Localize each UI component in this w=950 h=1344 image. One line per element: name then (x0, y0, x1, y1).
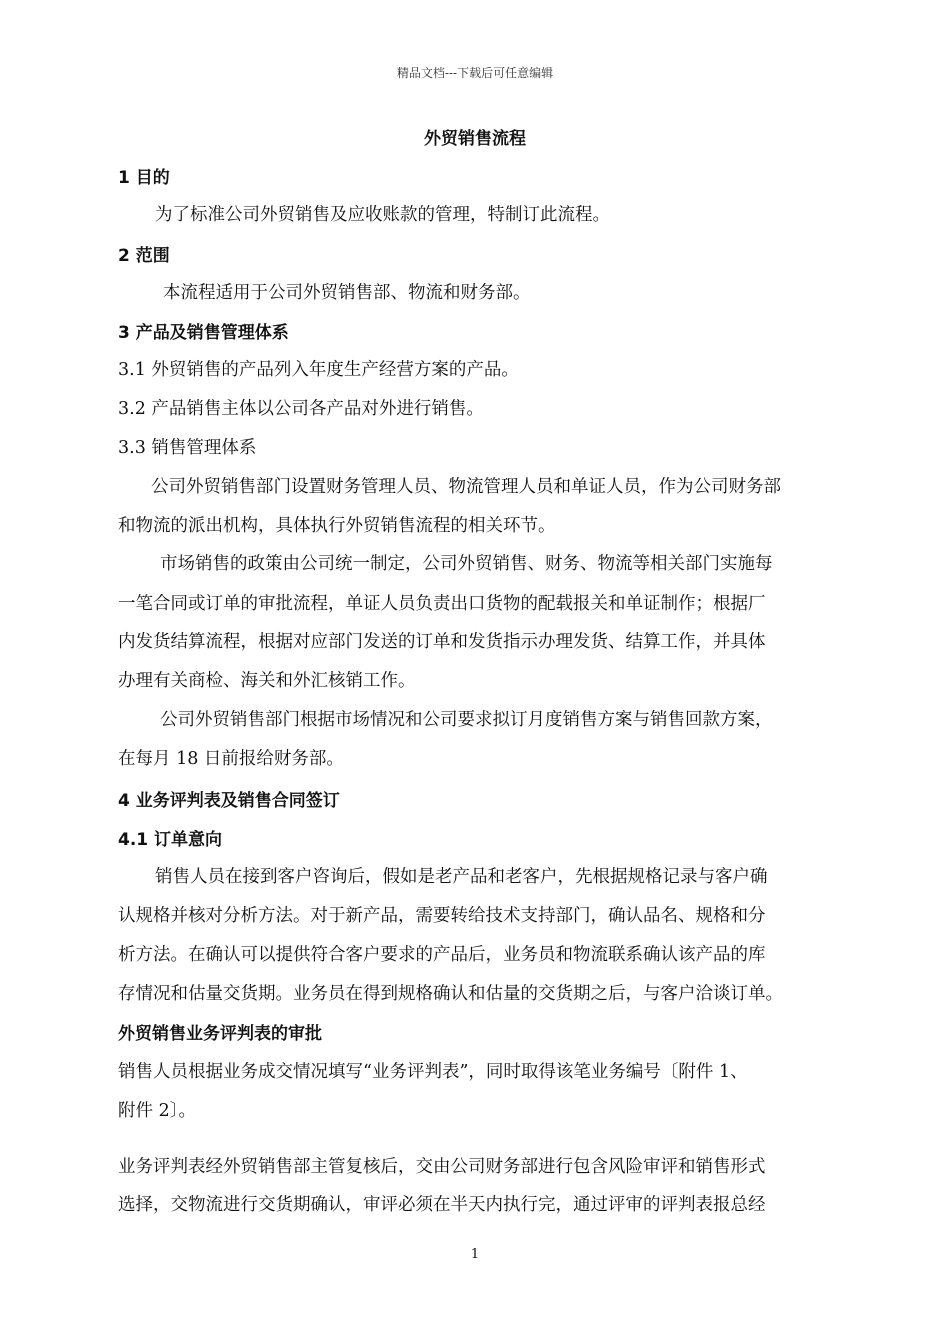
paragraph-line: 在每月 18 日前报给财务部。 (118, 749, 344, 769)
paragraph-line: 附件 2〕。 (118, 1101, 196, 1121)
paragraph-line: 析方法。在确认可以提供符合客户要求的产品后，业务员和物流联系确认该产品的库 (118, 945, 766, 965)
paragraph-line: 办理有关商检、海关和外汇核销工作。 (118, 671, 416, 691)
section-4-heading: 4 业务评判表及销售合同签订 (118, 791, 340, 811)
page-number: 1 (470, 1247, 480, 1262)
section-3-2: 3.2 产品销售主体以公司各产品对外进行销售。 (118, 399, 484, 419)
section-3-3: 3.3 销售管理体系 (118, 438, 257, 458)
paragraph-line: 和物流的派出机构，具体执行外贸销售流程的相关环节。 (118, 516, 556, 536)
section-2-heading: 2 范围 (118, 246, 170, 266)
paragraph-line: 销售人员在接到客户咨询后，假如是老产品和老客户，先根据规格记录与客户确 (155, 867, 768, 887)
document-title: 外贸销售流程 (424, 129, 526, 149)
page-header: 精品文档---下载后可任意编辑 (396, 66, 554, 80)
section-2-text: 本流程适用于公司外贸销售部、物流和财务部。 (163, 283, 531, 303)
paragraph-line: 内发货结算流程，根据对应部门发送的订单和发货指示办理发货、结算工作，并具体 (118, 632, 766, 652)
paragraph-line: 一笔合同或订单的审批流程，单证人员负责出口货物的配载报关和单证制作；根据厂 (118, 594, 766, 614)
section-4-sub-heading: 外贸销售业务评判表的审批 (118, 1024, 322, 1044)
paragraph-line: 销售人员根据业务成交情况填写“业务评判表”，同时取得该笔业务编号〔附件 1、 (118, 1062, 748, 1082)
section-3-1: 3.1 外贸销售的产品列入年度生产经营方案的产品。 (118, 360, 519, 380)
section-4-1-heading: 4.1 订单意向 (118, 830, 223, 850)
paragraph-line: 选择，交物流进行交货期确认，审评必须在半天内执行完，通过评审的评判表报总经 (118, 1195, 766, 1215)
paragraph-line: 认规格并核对分析方法。对于新产品，需要转给技术支持部门，确认品名、规格和分 (118, 906, 766, 926)
paragraph-line: 市场销售的政策由公司统一制定，公司外贸销售、财务、物流等相关部门实施每 (160, 554, 773, 574)
paragraph-line: 公司外贸销售部门根据市场情况和公司要求拟订月度销售方案与销售回款方案， (160, 710, 773, 730)
section-3-heading: 3 产品及销售管理体系 (118, 323, 289, 343)
section-1-heading: 1 目的 (118, 168, 170, 188)
paragraph-line: 业务评判表经外贸销售部主管复核后，交由公司财务部进行包含风险审评和销售形式 (118, 1157, 766, 1177)
section-1-text: 为了标准公司外贸销售及应收账款的管理，特制订此流程。 (155, 205, 610, 225)
paragraph-line: 公司外贸销售部门设置财务管理人员、物流管理人员和单证人员，作为公司财务部 (151, 477, 781, 497)
paragraph-line: 存情况和估量交货期。业务员在得到规格确认和估量的交货期之后，与客户洽谈订单。 (118, 984, 783, 1004)
